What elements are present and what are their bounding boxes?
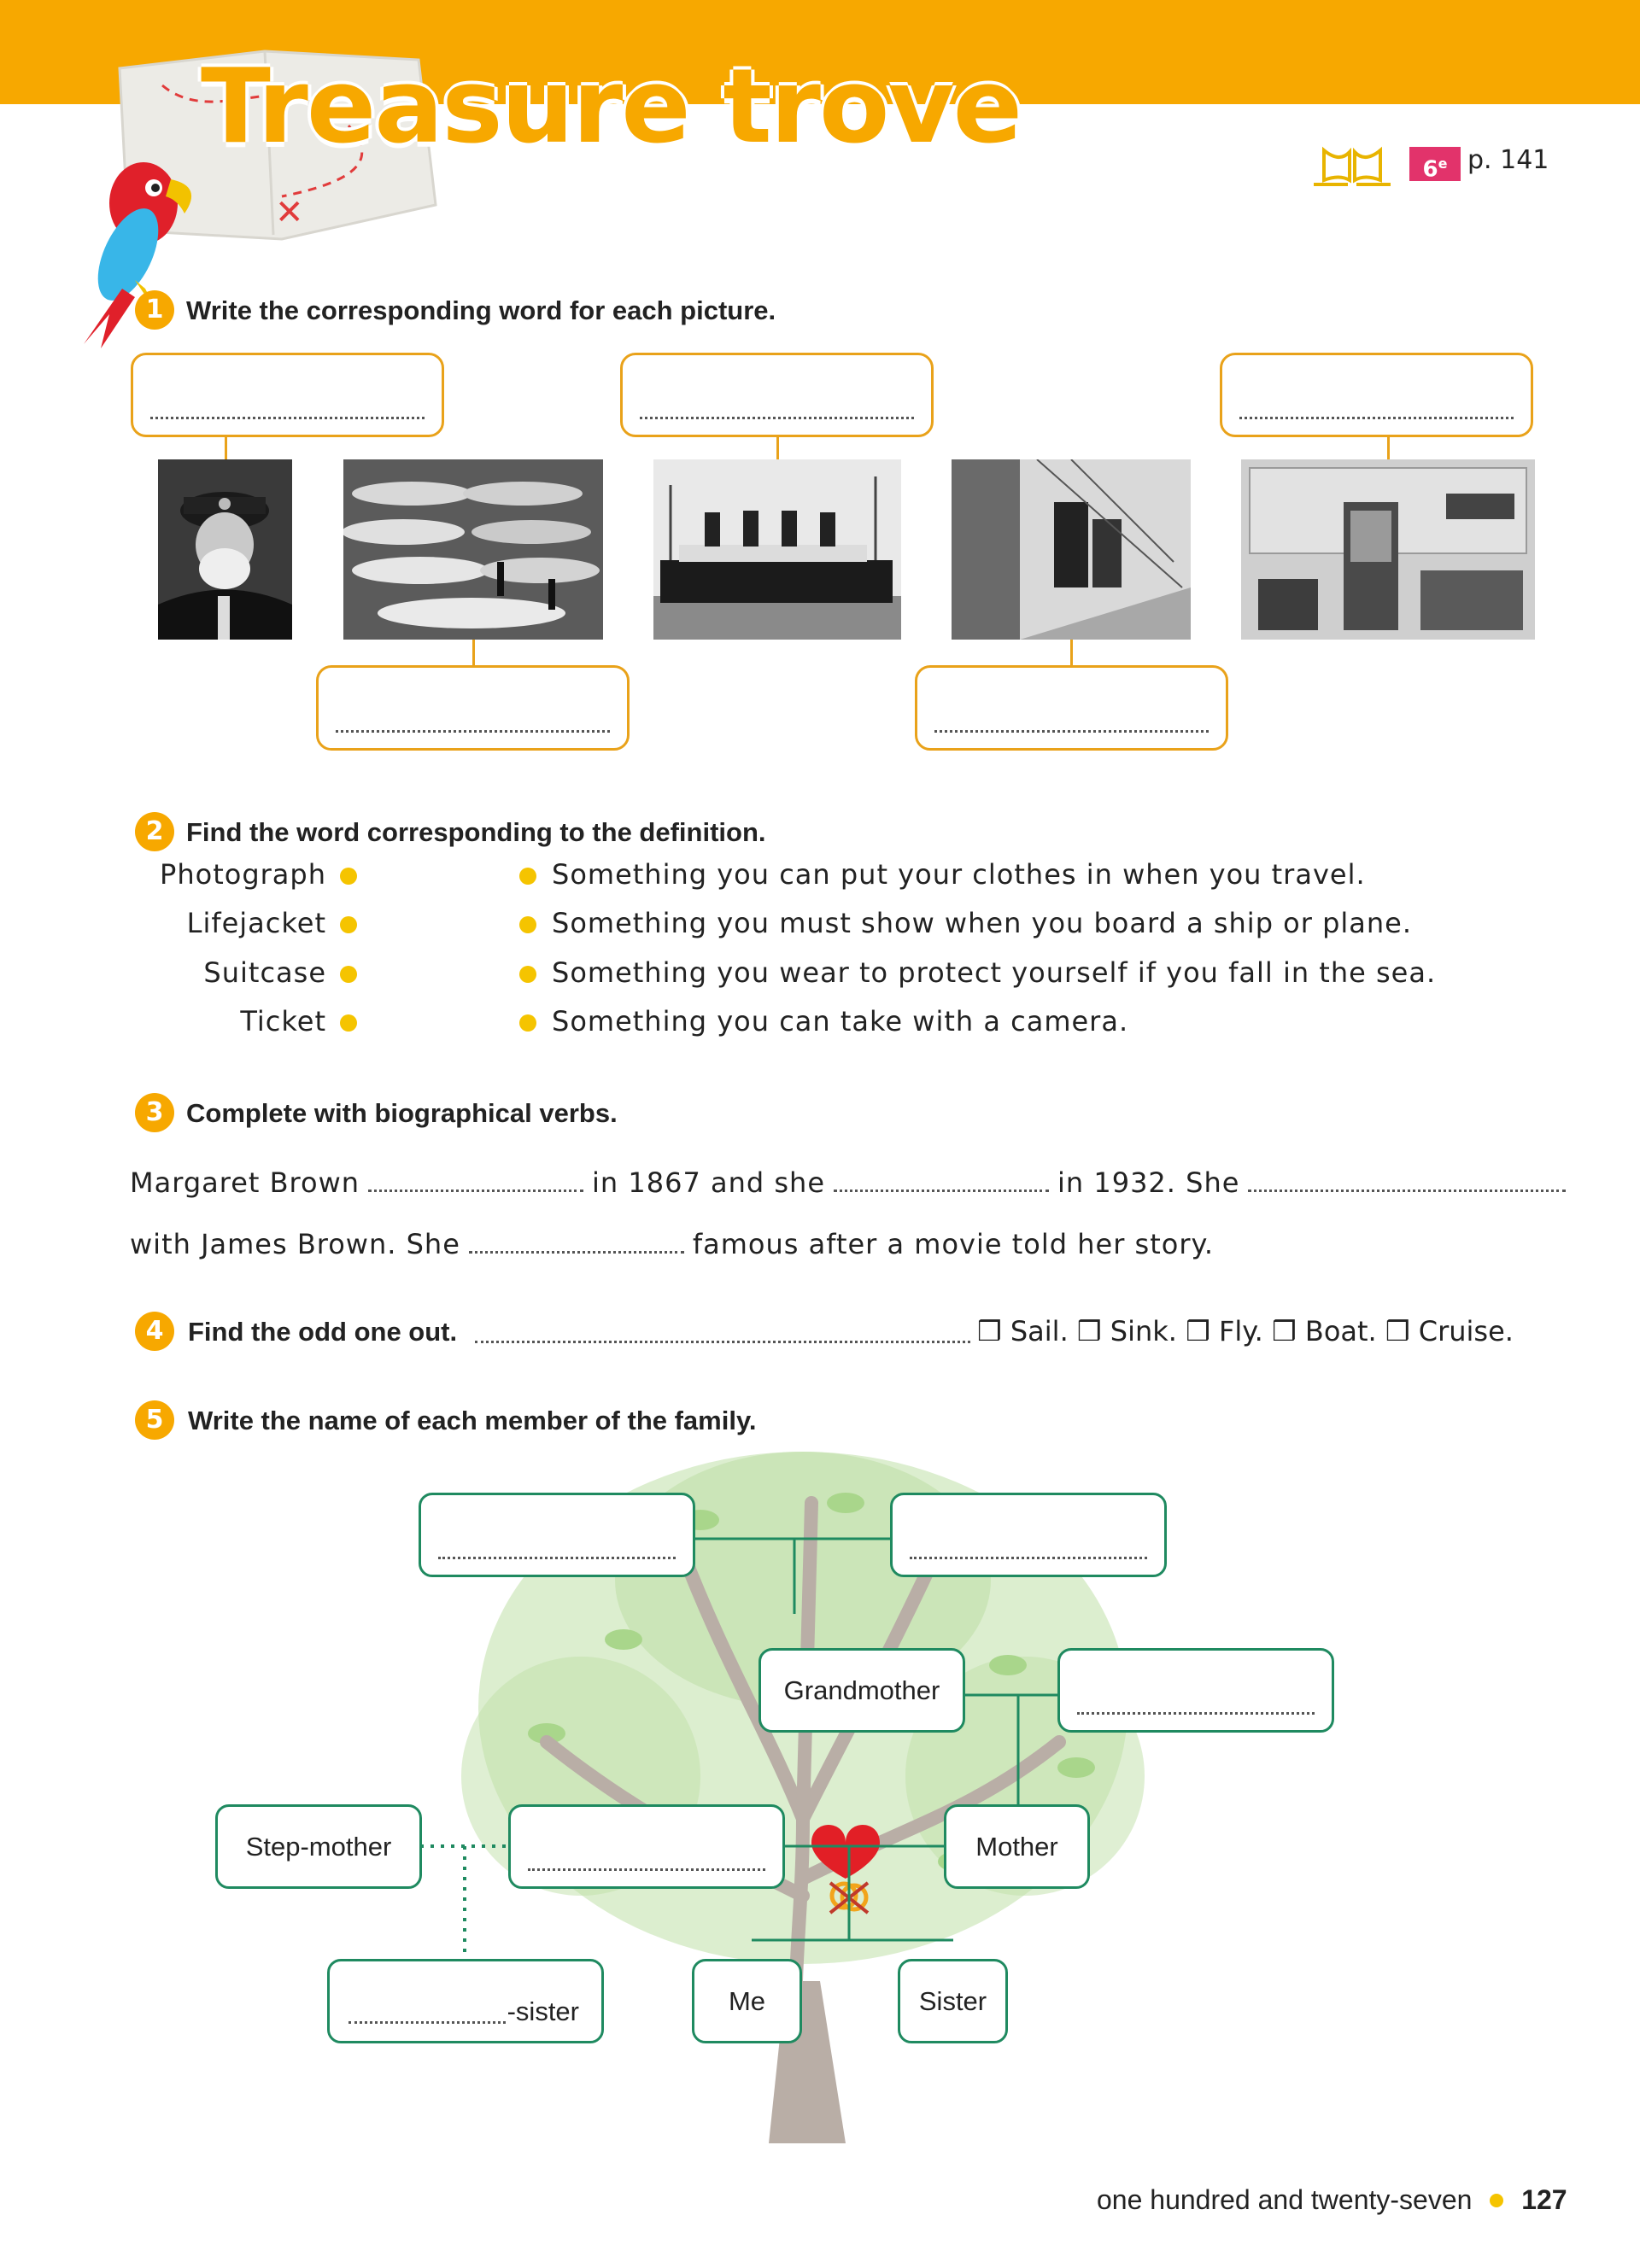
option[interactable]: ❒ Boat. bbox=[1272, 1315, 1377, 1347]
matching-word: Ticket bbox=[240, 1005, 326, 1038]
step-mother-box: Step-mother bbox=[215, 1804, 422, 1889]
connector bbox=[472, 640, 475, 665]
exercise-instruction: Write the name of each member of the family. bbox=[188, 1406, 757, 1435]
biography-line-2: with James Brown. She famous after a movie told her story. bbox=[130, 1228, 1215, 1260]
match-dot-right[interactable] bbox=[519, 868, 536, 885]
page-footer: one hundred and twenty-seven 127 bbox=[1097, 2184, 1567, 2215]
answer-box-1[interactable] bbox=[131, 353, 444, 437]
exercise-number: 2 bbox=[135, 812, 174, 851]
option[interactable]: ❒ Fly. bbox=[1186, 1315, 1263, 1347]
exercise-number: 5 bbox=[135, 1400, 174, 1440]
biography-line-1: Margaret Brown in 1867 and she in 1932. She bbox=[130, 1166, 1574, 1199]
footer-dot bbox=[1490, 2194, 1503, 2207]
option[interactable]: ❒ Cruise. bbox=[1385, 1315, 1514, 1347]
blank-field[interactable] bbox=[368, 1190, 583, 1192]
exercise-number: 1 bbox=[135, 290, 174, 330]
great-grandparent-box-left[interactable] bbox=[419, 1493, 695, 1577]
grandfather-box[interactable] bbox=[1057, 1648, 1334, 1733]
father-box[interactable] bbox=[508, 1804, 785, 1889]
definition: Something you wear to protect yourself if you fall in the sea. bbox=[552, 956, 1437, 989]
definition: Something you must show when you board a ship or plane. bbox=[552, 907, 1413, 939]
answer-box-3[interactable] bbox=[620, 353, 934, 437]
connector bbox=[1387, 437, 1390, 459]
sister-box: Sister bbox=[898, 1959, 1008, 2043]
connector bbox=[1070, 640, 1073, 665]
matching-word: Photograph bbox=[160, 858, 326, 891]
definition: Something you can put your clothes in when you travel. bbox=[552, 858, 1366, 891]
exercise-instruction: Find the odd one out. bbox=[188, 1317, 458, 1347]
reference-page: p. 141 bbox=[1467, 145, 1549, 175]
page-number: 127 bbox=[1521, 2184, 1567, 2215]
option[interactable]: ❒ Sail. bbox=[977, 1315, 1069, 1347]
great-grandparent-box-right[interactable] bbox=[890, 1493, 1167, 1577]
level-badge: 6e bbox=[1409, 147, 1461, 181]
exercise-instruction: Complete with biographical verbs. bbox=[186, 1098, 618, 1128]
connector bbox=[225, 437, 227, 459]
match-dot-right[interactable] bbox=[519, 1014, 536, 1032]
exercise-number: 3 bbox=[135, 1093, 174, 1132]
match-dot-left[interactable] bbox=[340, 1014, 357, 1032]
book-reference-icon bbox=[1305, 142, 1399, 193]
cabin-photo bbox=[1241, 459, 1535, 640]
matching-word: Lifejacket bbox=[186, 907, 326, 939]
answer-box-2[interactable] bbox=[316, 665, 630, 751]
blank-field[interactable] bbox=[469, 1251, 684, 1254]
option[interactable]: ❒ Sink. bbox=[1076, 1315, 1177, 1347]
deck-photo bbox=[952, 459, 1191, 640]
blank-field[interactable] bbox=[1248, 1190, 1566, 1192]
blank-field[interactable] bbox=[348, 2021, 506, 2024]
page-title: Treasure trove bbox=[201, 48, 1022, 167]
captain-photo bbox=[158, 459, 292, 640]
me-box: Me bbox=[692, 1959, 802, 2043]
grandmother-box: Grandmother bbox=[758, 1648, 965, 1733]
match-dot-left[interactable] bbox=[340, 868, 357, 885]
answer-box-4[interactable] bbox=[915, 665, 1228, 751]
mother-box: Mother bbox=[944, 1804, 1090, 1889]
exercise-instruction: Write the corresponding word for each picture. bbox=[186, 295, 776, 325]
matching-word: Suitcase bbox=[203, 956, 326, 989]
ship-photo bbox=[653, 459, 901, 640]
answer-line[interactable] bbox=[475, 1341, 970, 1343]
match-dot-left[interactable] bbox=[340, 966, 357, 983]
answer-box-5[interactable] bbox=[1220, 353, 1533, 437]
match-dot-right[interactable] bbox=[519, 966, 536, 983]
odd-one-out-options bbox=[977, 1315, 1514, 1347]
svg-text:✕: ✕ bbox=[275, 193, 304, 232]
connector bbox=[776, 437, 779, 459]
half-sister-suffix: -sister bbox=[507, 1996, 579, 2026]
match-dot-left[interactable] bbox=[340, 916, 357, 933]
exercise-instruction: Find the word corresponding to the definition. bbox=[186, 817, 766, 847]
half-sister-box[interactable] bbox=[327, 1959, 604, 2043]
exercise-number: 4 bbox=[135, 1312, 174, 1351]
definition: Something you can take with a camera. bbox=[552, 1005, 1129, 1038]
lifeboats-photo bbox=[343, 459, 603, 640]
blank-field[interactable] bbox=[834, 1190, 1049, 1192]
match-dot-right[interactable] bbox=[519, 916, 536, 933]
